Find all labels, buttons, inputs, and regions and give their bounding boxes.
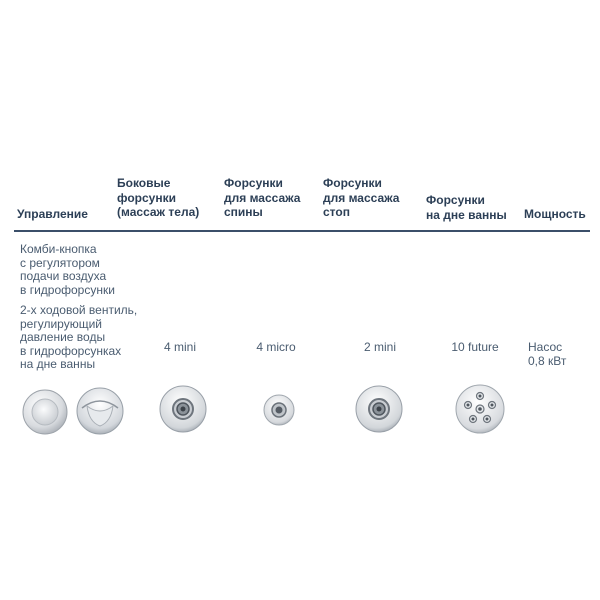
header-foot-jets: Форсунки для массажа стоп <box>323 176 400 219</box>
mini-jet-icon <box>158 384 208 434</box>
two-way-valve-icon <box>75 386 125 436</box>
foot-jets-value: 2 mini <box>363 340 396 354</box>
micro-jet-icon <box>262 393 296 427</box>
header-control: Управление <box>17 207 88 221</box>
combi-button-icon <box>21 388 69 436</box>
control-description-combi: Комби-кнопка с регулятором подачи воздуха в гидрофорсунки <box>20 242 115 297</box>
mini-jet-foot-icon <box>354 384 404 434</box>
back-jets-value: 4 micro <box>256 340 296 354</box>
bottom-jets-value: 10 future <box>451 340 499 354</box>
side-jets-value: 4 mini <box>163 340 196 354</box>
control-description-valve: 2-х ходовой вентиль, регулирующий давление воды в гидрофорсунках на дне ванны <box>20 303 138 371</box>
header-side-jets: Боковые форсунки (массаж тела) <box>117 176 200 219</box>
future-jet-icon <box>454 383 506 435</box>
header-divider <box>14 230 590 232</box>
header-bottom-jets: Форсунки на дне ванны <box>426 193 507 222</box>
header-back-jets: Форсунки для массажа спины <box>224 176 301 219</box>
power-value: Насос 0,8 кВт <box>528 340 567 368</box>
header-power: Мощность <box>524 207 586 221</box>
